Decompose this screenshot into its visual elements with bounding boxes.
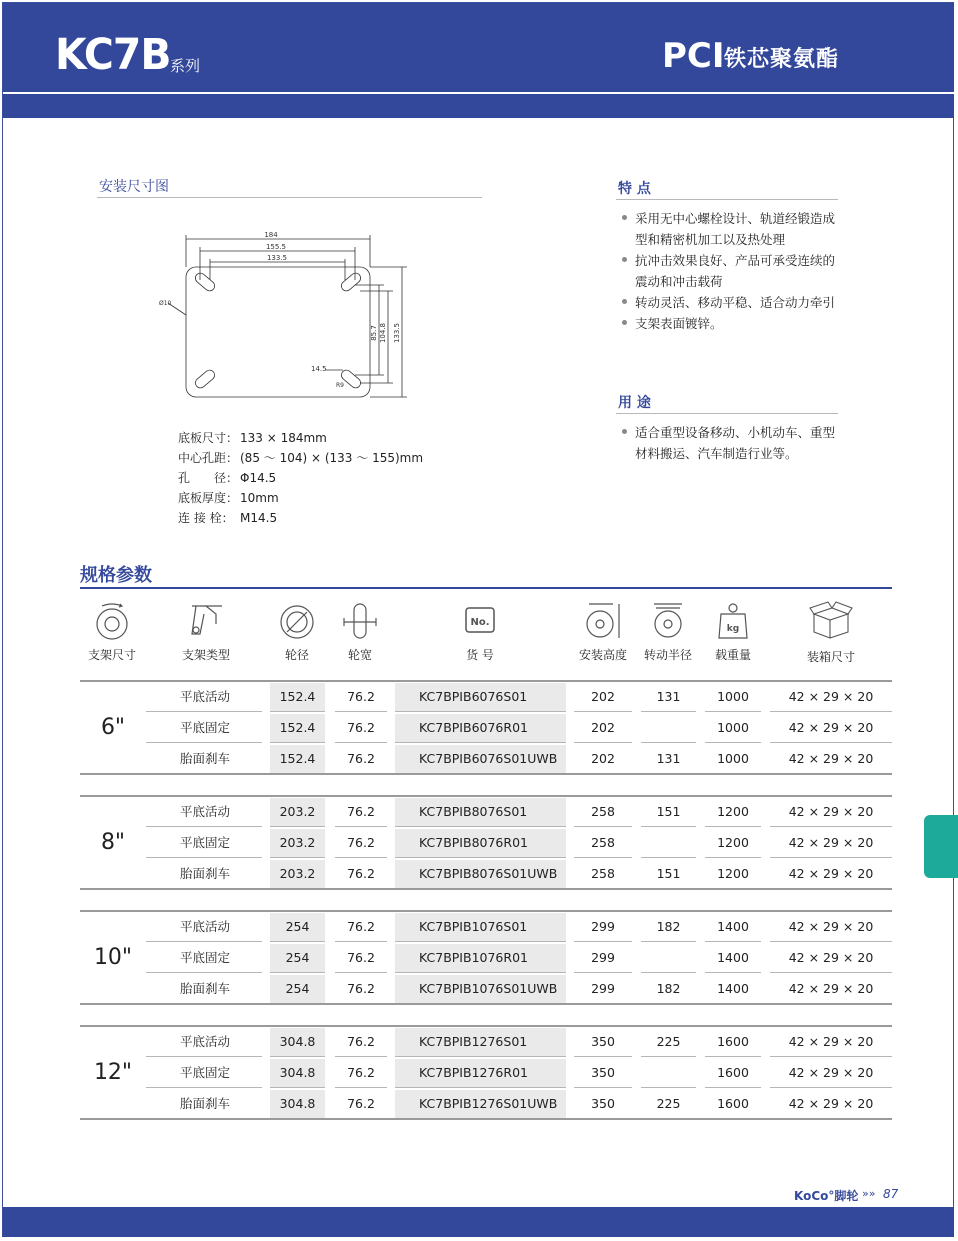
cell-width: 76.2 — [347, 751, 375, 766]
cell-dia: 304.8 — [270, 1028, 325, 1056]
cell-height: 350 — [591, 1034, 615, 1049]
cell-code: KC7BPIB1276R01 — [395, 1059, 566, 1087]
dim-155-5: 155.5 — [265, 243, 287, 251]
table-row — [80, 795, 892, 826]
cell-radius: 182 — [656, 919, 681, 934]
cell-code: KC7BPIB8076R01 — [395, 829, 566, 857]
cell-height: 202 — [591, 689, 615, 704]
cell-load: 1000 — [717, 720, 749, 735]
params-title-rule — [80, 587, 892, 589]
kg-badge-text: kg — [726, 624, 740, 634]
cell-width: 76.2 — [347, 1065, 375, 1080]
cell-radius — [641, 829, 696, 857]
params-header-row — [80, 600, 892, 672]
features-list — [620, 208, 836, 334]
cell-code: KC7BPIB1276S01UWB — [395, 1090, 566, 1118]
cell-box: 42 × 29 × 20 — [788, 689, 874, 704]
cell-dia: 254 — [270, 913, 325, 941]
feature-item: 抗冲击效果良好、产品可承受连续的震动和冲击载荷 — [620, 250, 836, 292]
cell-dia: 304.8 — [270, 1059, 325, 1087]
mounting-plate-drawing — [155, 225, 415, 405]
col-header-wheel-width: 轮宽 — [338, 600, 382, 663]
cell-box: 42 × 29 × 20 — [788, 981, 874, 996]
cell-width: 76.2 — [347, 1034, 375, 1049]
wheel-width-icon — [340, 600, 380, 640]
spec-row — [178, 448, 423, 468]
cell-load: 1200 — [717, 804, 749, 819]
cell-radius: 225 — [656, 1034, 681, 1049]
cell-type: 平底固定 — [180, 835, 231, 850]
bracket-type-icon — [186, 600, 226, 640]
table-row — [80, 742, 892, 773]
table-row — [80, 680, 892, 711]
cell-type: 胎面刹车 — [180, 751, 231, 766]
cell-code: KC7BPIB1076R01 — [395, 944, 566, 972]
cell-width: 76.2 — [347, 981, 375, 996]
col-header-load: kg 载重量 — [711, 600, 755, 663]
page-number: 87 — [883, 1187, 899, 1201]
cell-radius: 151 — [656, 804, 681, 819]
type-name: 铁芯聚氨酯 — [724, 47, 840, 72]
bracket-size-label: 10" — [93, 945, 133, 970]
table-row — [80, 1025, 892, 1056]
cell-type: 平底活动 — [180, 1034, 231, 1049]
cell-load: 1000 — [717, 751, 749, 766]
usage-title-rule — [616, 413, 838, 414]
cell-load: 1200 — [717, 866, 749, 881]
cell-width: 76.2 — [347, 689, 375, 704]
size-group — [80, 680, 892, 775]
spec-value: M14.5 — [240, 511, 278, 525]
cell-dia: 203.2 — [270, 798, 325, 826]
usage-title: 用 途 — [618, 395, 651, 411]
cell-box: 42 × 29 × 20 — [788, 720, 874, 735]
spec-value: 133 × 184mm — [240, 431, 327, 445]
feature-item: 采用无中心螺栓设计、轨道经锻造成型和精密机加工以及热处理 — [620, 208, 836, 250]
feature-item: 支架表面镀锌。 — [620, 313, 836, 334]
table-row — [80, 1087, 892, 1118]
cell-radius: 151 — [656, 866, 681, 881]
cell-dia: 152.4 — [270, 745, 325, 773]
features-title-rule — [616, 199, 838, 200]
cell-box: 42 × 29 × 20 — [788, 751, 874, 766]
series-suffix: 系列 — [170, 57, 201, 75]
item-number-icon — [460, 600, 500, 640]
cell-load: 1400 — [717, 981, 749, 996]
dim-14-5: 14.5 — [311, 365, 327, 373]
weight-icon — [713, 600, 753, 640]
cell-load: 1600 — [717, 1096, 749, 1111]
cell-height: 258 — [591, 835, 615, 850]
cell-box: 42 × 29 × 20 — [788, 1034, 874, 1049]
bracket-size-label: 8" — [100, 830, 126, 855]
carton-box-icon — [808, 600, 854, 642]
group-bottom-rule — [80, 1118, 892, 1120]
cell-type: 平底固定 — [180, 950, 231, 965]
cell-box: 42 × 29 × 20 — [788, 950, 874, 965]
cell-dia: 254 — [270, 944, 325, 972]
col-header-mount-height: 安装高度 — [574, 600, 632, 663]
dim-133-5-top: 133.5 — [266, 254, 288, 262]
cell-code: KC7BPIB1076S01UWB — [395, 975, 566, 1003]
cell-height: 350 — [591, 1065, 615, 1080]
spec-row — [178, 488, 423, 508]
cell-width: 76.2 — [347, 835, 375, 850]
cell-box: 42 × 29 × 20 — [788, 1096, 874, 1111]
mounting-specs — [178, 428, 423, 528]
usage-item: 适合重型设备移动、小机动车、重型材料搬运、汽车制造行业等。 — [620, 422, 836, 464]
dim-phi10: Ø10 — [159, 300, 172, 307]
cell-box: 42 × 29 × 20 — [788, 804, 874, 819]
dim-104-8: 104.8 — [379, 322, 387, 344]
table-row — [80, 941, 892, 972]
cell-box: 42 × 29 × 20 — [788, 1065, 874, 1080]
cell-dia: 254 — [270, 975, 325, 1003]
features-title: 特 点 — [618, 181, 651, 197]
size-group — [80, 910, 892, 1005]
cell-box: 42 × 29 × 20 — [788, 835, 874, 850]
col-header-wheel-diameter: 轮径 — [275, 600, 319, 663]
bracket-size-label: 6" — [100, 715, 126, 740]
cell-height: 299 — [591, 981, 615, 996]
cell-code: KC7BPIB6076S01 — [395, 683, 566, 711]
cell-dia: 203.2 — [270, 860, 325, 888]
size-group — [80, 795, 892, 890]
cell-code: KC7BPIB1276S01 — [395, 1028, 566, 1056]
spec-label: 底板尺寸： — [178, 431, 239, 445]
cell-type: 平底活动 — [180, 689, 231, 704]
table-row — [80, 826, 892, 857]
cell-height: 202 — [591, 751, 615, 766]
cell-height: 350 — [591, 1096, 615, 1111]
dim-133-5-side: 133.5 — [393, 322, 401, 344]
cell-height: 299 — [591, 950, 615, 965]
spec-label: 连 接 栓： — [178, 511, 234, 525]
spec-label: 中心孔距： — [178, 451, 239, 465]
cell-load: 1600 — [717, 1065, 749, 1080]
header-band — [3, 94, 954, 118]
footer-brand: KoCo°脚轮 — [794, 1189, 859, 1203]
cell-radius — [641, 1059, 696, 1087]
size-group — [80, 1025, 892, 1120]
cell-type: 胎面刹车 — [180, 866, 231, 881]
cell-code: KC7BPIB8076S01 — [395, 798, 566, 826]
col-header-swivel-radius: 转动半径 — [639, 600, 697, 663]
cell-type: 平底活动 — [180, 804, 231, 819]
cell-type: 胎面刹车 — [180, 1096, 231, 1111]
cell-width: 76.2 — [347, 1096, 375, 1111]
cell-dia: 304.8 — [270, 1090, 325, 1118]
spec-row — [178, 428, 423, 448]
wheel-diameter-icon — [277, 600, 317, 640]
cell-type: 平底活动 — [180, 919, 231, 934]
dim-85-7: 85.7 — [370, 325, 378, 341]
cell-code: KC7BPIB8076S01UWB — [395, 860, 566, 888]
feature-item: 转动灵活、移动平稳、适合动力牵引 — [620, 292, 836, 313]
spec-value: (85 ～ 104) × (133 ～ 155)mm — [240, 451, 424, 465]
bracket-size-icon — [94, 600, 130, 640]
cell-radius — [641, 944, 696, 972]
spec-value: 10mm — [240, 491, 279, 505]
cell-code: KC7BPIB1076S01 — [395, 913, 566, 941]
side-tab[interactable] — [924, 815, 958, 878]
group-bottom-rule — [80, 773, 892, 775]
footer-band — [3, 1207, 954, 1237]
col-header-item-no: No. 货 号 — [450, 600, 510, 663]
cell-height: 202 — [591, 720, 615, 735]
cell-width: 76.2 — [347, 804, 375, 819]
cell-radius — [641, 714, 696, 742]
series-code: KC7B — [55, 30, 171, 80]
bracket-size-label: 12" — [93, 1060, 133, 1085]
dim-184: 184 — [264, 231, 278, 239]
cell-radius: 182 — [656, 981, 681, 996]
mounting-title: 安装尺寸图 — [99, 179, 169, 195]
usage-list — [620, 422, 836, 464]
spec-value: Φ14.5 — [240, 471, 277, 485]
cell-type: 胎面刹车 — [180, 981, 231, 996]
type-code: PCI — [662, 36, 725, 76]
col-header-bracket-size: 支架尺寸 — [80, 600, 144, 663]
spec-label: 底板厚度： — [178, 491, 239, 505]
cell-width: 76.2 — [347, 720, 375, 735]
cell-load: 1200 — [717, 835, 749, 850]
cell-radius: 131 — [656, 751, 681, 766]
table-row — [80, 910, 892, 941]
params-title: 规格参数 — [80, 565, 152, 586]
cell-width: 76.2 — [347, 919, 375, 934]
cell-load: 1400 — [717, 950, 749, 965]
cell-radius: 131 — [656, 689, 681, 704]
cell-dia: 152.4 — [270, 714, 325, 742]
group-bottom-rule — [80, 1003, 892, 1005]
table-row — [80, 857, 892, 888]
cell-width: 76.2 — [347, 950, 375, 965]
cell-type: 平底固定 — [180, 720, 231, 735]
cell-dia: 152.4 — [270, 683, 325, 711]
cell-code: KC7BPIB6076R01 — [395, 714, 566, 742]
cell-load: 1000 — [717, 689, 749, 704]
spec-row — [178, 508, 423, 528]
cell-height: 258 — [591, 804, 615, 819]
cell-height: 258 — [591, 866, 615, 881]
cell-load: 1600 — [717, 1034, 749, 1049]
dim-r: R9 — [336, 382, 344, 389]
mounting-title-rule — [97, 197, 482, 198]
cell-load: 1400 — [717, 919, 749, 934]
swivel-radius-icon — [648, 600, 688, 640]
cell-box: 42 × 29 × 20 — [788, 919, 874, 934]
cell-width: 76.2 — [347, 866, 375, 881]
group-bottom-rule — [80, 888, 892, 890]
cell-code: KC7BPIB6076S01UWB — [395, 745, 566, 773]
col-header-box-size: 装箱尺寸 — [790, 600, 872, 665]
col-header-bracket-type: 支架类型 — [166, 600, 246, 663]
mount-height-icon — [583, 600, 623, 640]
cell-radius: 225 — [656, 1096, 681, 1111]
spec-row — [178, 468, 423, 488]
table-row — [80, 972, 892, 1003]
no-badge-text: No. — [470, 617, 490, 628]
table-row — [80, 1056, 892, 1087]
cell-height: 299 — [591, 919, 615, 934]
table-row — [80, 711, 892, 742]
cell-box: 42 × 29 × 20 — [788, 866, 874, 881]
footer-arrows: »» — [862, 1187, 876, 1200]
cell-dia: 203.2 — [270, 829, 325, 857]
cell-type: 平底固定 — [180, 1065, 231, 1080]
spec-label: 孔 径： — [178, 471, 239, 485]
